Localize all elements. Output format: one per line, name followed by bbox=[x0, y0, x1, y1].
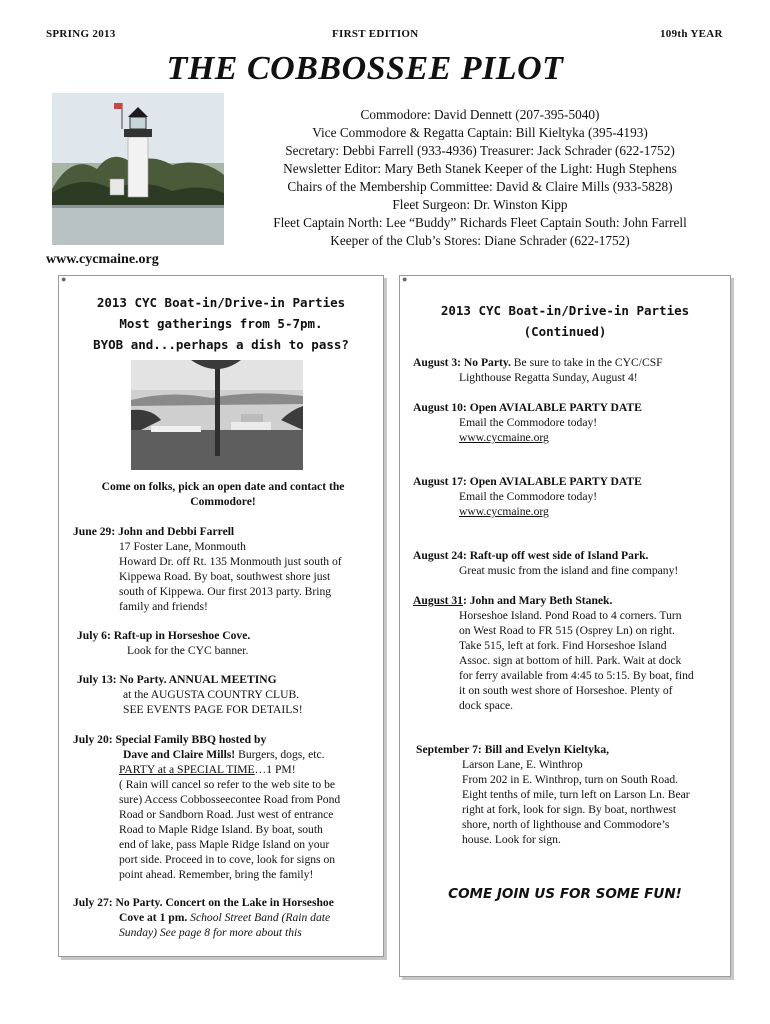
edition-label: FIRST EDITION bbox=[332, 28, 419, 40]
officer-line: Fleet Surgeon: Dr. Winston Kipp bbox=[392, 197, 568, 212]
year-label: 109th YEAR bbox=[660, 28, 723, 40]
event-july-20: July 20: Special Family BBQ hosted by Dave and Claire Mills! Burgers, dogs, etc. PARTY at a SPECIAL TIME…1 PM! ( Rain will cancel so refer to the web site to be sure) Access Cobbosseecontee Road from Pond Road or Sandborn Road. Just west of entrance Road to Maple Ridge Island. By boat, south end of lake, pass Maple Ridge Island on your port side. Proceed in to cove, look for signs on point ahead. Remember, bring the family! bbox=[73, 733, 341, 881]
panel-heading: 2013 CYC Boat-in/Drive-in Parties (Continued) bbox=[440, 303, 690, 339]
officer-line: Commodore: David Dennett (207-395-5040) bbox=[360, 107, 600, 122]
officer-line: Chairs of the Membership Committee: David & Claire Mills (933-5828) bbox=[287, 179, 673, 194]
event-july-13: July 13: No Party. ANNUAL MEETING at the AUGUSTA COUNTRY CLUB. SEE EVENTS PAGE FOR DETAILS! bbox=[77, 673, 303, 716]
event-july-6: July 6: Raft-up in Horseshoe Cove. Look for the CYC banner. bbox=[77, 629, 251, 657]
parties-panel-right bbox=[399, 275, 731, 977]
officer-line: Keeper of the Club’s Stores: Diane Schrader (622-1752) bbox=[330, 233, 630, 248]
event-aug-24: August 24: Raft-up off west side of Island Park. Great music from the island and fine company! bbox=[413, 549, 679, 577]
website-link[interactable]: www.cycmaine.org bbox=[459, 431, 549, 444]
lighthouse-photo bbox=[52, 93, 224, 245]
event-aug-17: August 17: Open AVIALABLE PARTY DATE Email the Commodore today! www.cycmaine.org bbox=[413, 474, 725, 519]
event-aug-3: August 3: No Party. Be sure to take in the CYC/CSF Lighthouse Regatta Sunday, August 4! bbox=[413, 356, 663, 384]
intro-text: Come on folks, pick an open date and contact the Commodore! bbox=[101, 480, 345, 508]
parties-panel-left bbox=[58, 275, 384, 957]
event-aug-31: August 31: John and Mary Beth Stanek. Horseshoe Island. Pond Road to 4 corners. Turn on West Road to FR 515 (Osprey Ln) on right. Take 515, left at fork. Find Horseshoe Island Assoc. sign at bottom of hill. Park. Wait at dock for ferry available from 4:45 to 5:15. By boat, find it on south west shore of Horseshoe. Plenty of dock space. bbox=[413, 594, 694, 712]
pin-icon: ● bbox=[402, 274, 408, 284]
event-aug-10: August 10: Open AVIALABLE PARTY DATE Email the Commodore today! www.cycmaine.org bbox=[413, 400, 725, 445]
pin-icon: ● bbox=[61, 274, 67, 284]
officer-line: Newsletter Editor: Mary Beth Stanek Keeper of the Light: Hugh Stephens bbox=[283, 161, 677, 176]
website-link[interactable]: www.cycmaine.org bbox=[46, 252, 159, 267]
header-bar bbox=[0, 28, 770, 44]
event-sep-7: September 7: Bill and Evelyn Kieltyka, Larson Lane, E. Winthrop From 202 in E. Winthrop, turn on South Road. Eight tenths of mile, turn left on Larson Ln. Bear right at fork, look for sign. By boat, northwest shore, north of lighthouse and Commodore’s house. Look for sign. bbox=[416, 743, 690, 846]
closing-text: COME JOIN US FOR SOME FUN! bbox=[448, 886, 682, 902]
website-link[interactable]: www.cycmaine.org bbox=[459, 505, 549, 518]
party-photo bbox=[131, 360, 303, 470]
panel-heading: 2013 CYC Boat-in/Drive-in Parties Most gatherings from 5-7pm. BYOB and...perhaps a dish to pass? bbox=[93, 295, 349, 352]
officer-line: Vice Commodore & Regatta Captain: Bill Kieltyka (395-4193) bbox=[312, 125, 648, 140]
season-label: SPRING 2013 bbox=[46, 28, 116, 40]
officer-line: Fleet Captain North: Lee “Buddy” Richards Fleet Captain South: John Farrell bbox=[273, 215, 687, 230]
officers-list bbox=[226, 106, 734, 250]
event-july-27: July 27: No Party. Concert on the Lake in Horseshoe Cove at 1 pm. School Street Band (Rain date Sunday) See page 8 for more about this bbox=[73, 896, 334, 939]
officer-line: Secretary: Debbi Farrell (933-4936) Treasurer: Jack Schrader (622-1752) bbox=[285, 143, 675, 158]
event-june-29: June 29: John and Debbi Farrell 17 Foster Lane, Monmouth Howard Dr. off Rt. 135 Monmouth just south of Kippewa Road. By boat, southwest shore just south of Kippewa. Our first 2013 party. Bring family and friends! bbox=[73, 525, 342, 613]
newsletter-title: THE COBBOSSEE PILOT bbox=[166, 50, 564, 87]
